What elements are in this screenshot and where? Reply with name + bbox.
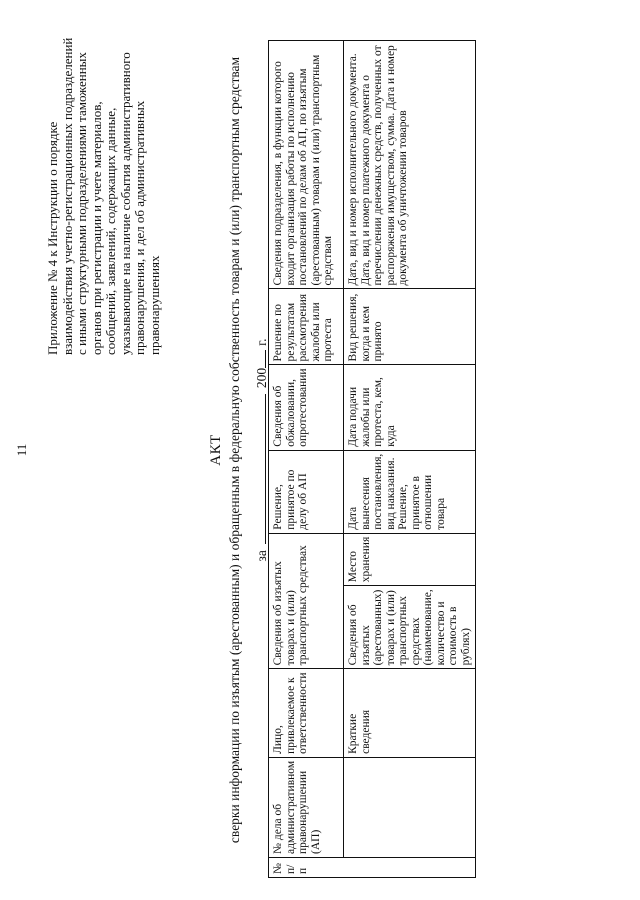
header-unit: Сведения подразделения, в функции которого входит организация работы по исполнению постановлений по делам об АП, по изъятым (арестованным) товарам и (или) транспортным средствам: [269, 41, 344, 289]
header-appeal: Сведения об обжаловании, опротестовании: [269, 365, 344, 450]
act-table: [268, 40, 476, 878]
sub-decision: Дата вынесения постановления, вид наказания. Решение, принятое в отношении товара: [344, 450, 476, 533]
header-num: № п/п: [269, 858, 476, 878]
appendix-note: Приложение № 4 к Инструкции о порядке взаимодействия учетно-регистрационных подразделений с иными структурными подразделениями таможенных органов при регистрации и учете материалов, сообщений, заявлений, содержащих данные, указывающие на наличие события административного правонарушения, и дел об административных правонарушениях: [45, 37, 162, 355]
sub-goods-place: Место хранения: [344, 533, 476, 585]
page-number: 11: [14, 443, 29, 457]
date-blank: [253, 394, 266, 544]
header-person: Лицо, привлекаемое к ответственности: [269, 669, 344, 757]
header-case: № дела об административном правонарушении (АП): [269, 757, 344, 857]
date-year: 200: [254, 367, 269, 389]
year-blank: [253, 350, 266, 368]
document-title: АКТ: [208, 434, 224, 466]
sub-review: Вид решения, когда и кем принято: [344, 289, 476, 365]
sub-person: Краткие сведения: [344, 669, 476, 757]
sub-goods-info: Сведения об изъятых (арестованных) товарах и (или) транспортных средствах (наименование, количество и стоимость в рублях): [344, 586, 476, 669]
sub-case: [344, 757, 476, 857]
header-review: Решение по результатам рассмотрения жалобы или протеста: [269, 289, 344, 365]
sub-appeal: Дата подачи жалобы или протеста, кем, куда: [344, 365, 476, 450]
document-subtitle: сверки информации по изъятым (арестованным) и обращенным в федеральную собственность товарам и (или) транспортным средствам: [227, 56, 242, 844]
table-header-row: [269, 41, 344, 878]
title-block: [208, 40, 270, 860]
date-suffix: г.: [254, 338, 269, 346]
header-goods: Сведения об изъятых товарах и (или) транспортных средствах: [269, 533, 344, 669]
date-prefix: за: [254, 550, 269, 562]
header-decision: Решение, принятое по делу об АП: [269, 450, 344, 533]
table-subheader-row: [344, 41, 476, 878]
sub-unit: Дата, вид и номер исполнительного документа. Дата, вид и номер платежного документа о перечислении денежных средств, полученных от распоряжения имуществом, сумма. Дата и номер документа об уничтожении товаров: [344, 41, 476, 289]
